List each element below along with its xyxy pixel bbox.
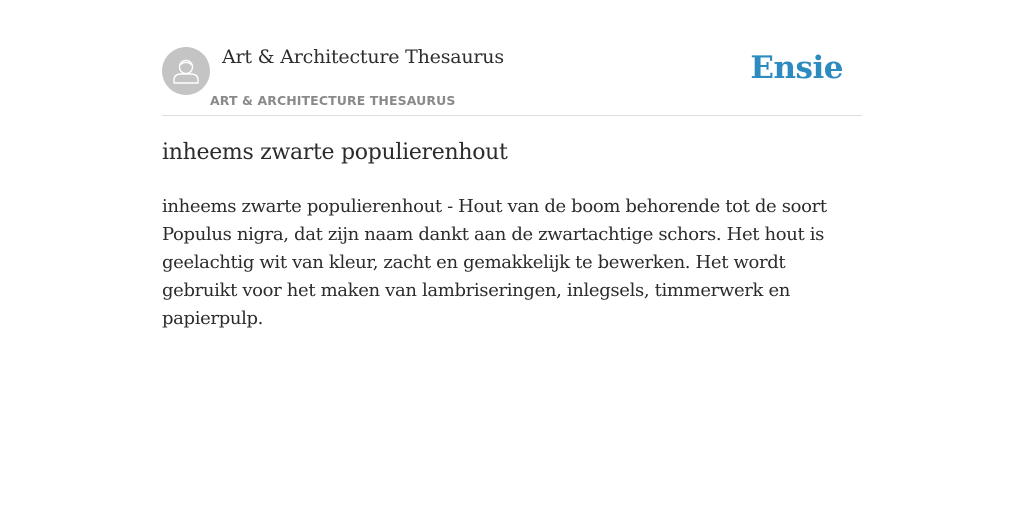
author-avatar[interactable] xyxy=(162,47,210,95)
author-name[interactable]: Art & Architecture Thesaurus xyxy=(222,46,504,68)
source-label[interactable]: ART & ARCHITECTURE THESAURUS xyxy=(210,93,456,108)
page-title: inheems zwarte populierenhout xyxy=(162,140,508,165)
page-header xyxy=(162,46,862,116)
ensie-logo[interactable]: Ensie xyxy=(750,50,843,86)
user-icon xyxy=(162,47,210,95)
definition-text: inheems zwarte populierenhout - Hout van de boom behorende tot de soort Populus nigra, dat zijn naam dankt aan de zwartachtige schors. Het hout is geelachtig wit van kleur, zacht en gemakkelijk te bewerken. Het wordt gebruikt voor het maken van lambriseringen, inlegsels, timmerwerk en papierpulp. xyxy=(162,196,827,329)
